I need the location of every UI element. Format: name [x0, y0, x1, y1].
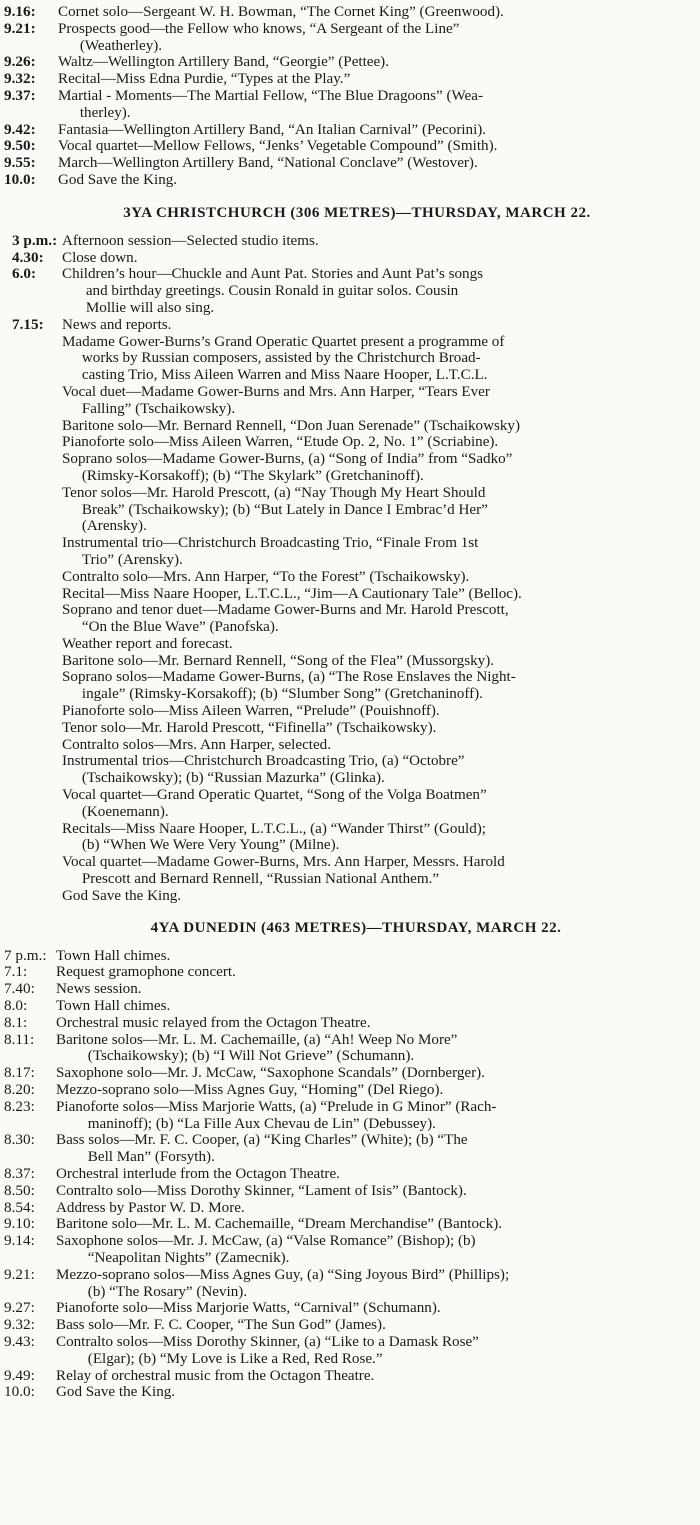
schedule-entry	[4, 1082, 700, 1099]
schedule-entry	[4, 138, 700, 155]
entry-time: 7 p.m.:	[4, 946, 47, 964]
schedule-entry	[12, 266, 700, 316]
schedule-entry	[12, 317, 700, 334]
programme-entry	[62, 653, 700, 670]
entry-text: Vocal quartet—Madame Gower-Burns, Mrs. Ann Harper, Messrs. Harold	[62, 853, 505, 871]
entry-text-continuation: “On the Blue Wave” (Panofska).	[81, 618, 279, 636]
entry-time: 8.0:	[4, 997, 28, 1015]
schedule-entry	[4, 1065, 700, 1082]
schedule-entry	[4, 1132, 700, 1166]
entry-text-continuation: Break” (Tschaikowsky); (b) “But Lately in Dance I Embrac’d Her”	[81, 500, 488, 518]
entry-text: Children’s hour—Chuckle and Aunt Pat. Stories and Aunt Pat’s songs	[62, 265, 484, 283]
entry-text: Contralto solo—Miss Dorothy Skinner, “Lament of Isis” (Bantock).	[56, 1181, 467, 1199]
entry-time: 9.10:	[4, 1215, 35, 1233]
entry-text: Instrumental trios—Christchurch Broadcasting Trio, (a) “Octobre”	[62, 752, 465, 770]
entry-text-continuation: (Tschaikowsky); (b) “Russian Mazurka” (Glinka).	[81, 769, 385, 787]
entry-text: Contralto solos—Miss Dorothy Skinner, (a) “Like to a Damask Rose”	[56, 1332, 479, 1350]
entry-time: 9.42:	[4, 120, 36, 138]
entry-time: 8.17:	[4, 1064, 35, 1082]
entry-time: 7.1:	[4, 963, 28, 981]
entry-text: Tenor solos—Mr. Harold Prescott, (a) “Nay Though My Heart Should	[62, 483, 486, 501]
entry-time: 9.37:	[4, 86, 36, 104]
entry-text: Soprano solos—Madame Gower-Burns, (a) “Song of India” from “Sadko”	[62, 450, 513, 468]
programme-entry	[62, 669, 700, 703]
schedule-entry	[4, 122, 700, 139]
entry-time: 8.23:	[4, 1097, 35, 1115]
programme-entry	[62, 737, 700, 754]
entry-text: Town Hall chimes.	[56, 997, 171, 1015]
entry-text: Baritone solo—Mr. L. M. Cachemaille, “Dream Merchandise” (Bantock).	[56, 1215, 503, 1233]
entry-text-continuation: (Rimsky-Korsakoff); (b) “The Skylark” (Gretchaninoff).	[81, 466, 424, 484]
entry-text: Prospects good—the Fellow who knows, “A Sergeant of the Line”	[58, 19, 460, 37]
schedule-entry	[4, 155, 700, 172]
entry-text: Contralto solo—Mrs. Ann Harper, “To the Forest” (Tschaikowsky).	[62, 567, 470, 585]
dunedin-heading: 4YA DUNEDIN (463 METRES)—THURSDAY, MARCH 22.	[150, 919, 562, 936]
schedule-entry	[4, 1099, 700, 1133]
entry-time: 9.50:	[4, 137, 36, 155]
programme-entry	[62, 334, 700, 384]
entry-text-continuation: (Weatherley).	[79, 36, 163, 54]
schedule-entry	[4, 1300, 700, 1317]
entry-text: Orchestral music relayed from the Octagon Theatre.	[56, 1013, 371, 1031]
schedule-entry	[4, 1166, 700, 1183]
entry-text-continuation: (Tschaikowsky); (b) “I Will Not Grieve” (Schumann).	[87, 1047, 415, 1065]
entry-time: 8.1:	[4, 1013, 28, 1031]
schedule-entry	[4, 21, 700, 55]
entry-text-continuation: ingale” (Rimsky-Korsakoff); (b) “Slumber Song” (Gretchaninoff).	[81, 685, 483, 703]
schedule-entry	[4, 948, 700, 965]
programme-entry	[62, 569, 700, 586]
entry-text: Orchestral interlude from the Octagon Theatre.	[56, 1165, 340, 1182]
schedule-entry	[4, 1368, 700, 1385]
entry-time: 9.32:	[4, 70, 36, 88]
entry-text: Mezzo-soprano solo—Miss Agnes Guy, “Homing” (Del Riego).	[56, 1081, 444, 1099]
schedule-entry	[12, 250, 700, 267]
entry-text: News session.	[56, 980, 142, 998]
entry-text-continuation: works by Russian composers, assisted by the Christchurch Broad-	[81, 349, 481, 367]
entry-text-continuation: Bell Man” (Forsyth).	[87, 1148, 215, 1166]
programme-entry	[62, 418, 700, 435]
entry-text-continuation: maninoff); (b) “La Fille Aux Chevau de Lin” (Debussey).	[87, 1114, 436, 1132]
schedule-entry	[4, 1384, 700, 1401]
entry-text-continuation: (Arensky).	[81, 517, 147, 535]
programme-entry	[62, 787, 700, 821]
entry-text: Instrumental trio—Christchurch Broadcasting Trio, “Finale From 1st	[62, 534, 479, 552]
programme-entry	[62, 854, 700, 888]
entry-time: 10.0:	[4, 1383, 35, 1401]
programme-entry	[62, 485, 700, 535]
schedule-entry	[4, 1200, 700, 1217]
entry-time: 3 p.m.:	[12, 231, 58, 249]
entry-time: 10.0:	[4, 170, 36, 188]
entry-text-continuation: Prescott and Bernard Rennell, “Russian National Anthem.”	[81, 870, 440, 888]
entry-time: 8.50:	[4, 1181, 35, 1199]
programme-entry	[62, 753, 700, 787]
schedule-entry	[4, 998, 700, 1015]
schedule-entry	[12, 233, 700, 250]
entry-text-continuation: (Koenemann).	[81, 802, 169, 820]
entry-text-continuation: Trio” (Arensky).	[81, 550, 183, 568]
entry-time: 6.0:	[12, 265, 37, 283]
programme-entry	[62, 384, 700, 418]
entry-text: Cornet solo—Sergeant W. H. Bowman, “The Cornet King” (Greenwood).	[58, 3, 504, 20]
entry-text: Baritone solo—Mr. Bernard Rennell, “Song of the Flea” (Mussorgsky).	[62, 651, 495, 669]
entry-text: Bass solos—Mr. F. C. Cooper, (a) “King Charles” (White); (b) “The	[56, 1131, 468, 1149]
entry-time: 9.32:	[4, 1316, 35, 1334]
entry-time: 9.43:	[4, 1332, 35, 1350]
entry-text: Contralto solos—Mrs. Ann Harper, selected.	[62, 735, 331, 753]
schedule-entry	[4, 964, 700, 981]
entry-text: Baritone solo—Mr. Bernard Rennell, “Don Juan Serenade” (Tschaikowsky)	[62, 416, 521, 434]
christchurch-evening-programme	[0, 334, 700, 905]
entry-time: 9.16:	[4, 3, 36, 20]
entry-text: Recitals—Miss Naare Hooper, L.T.C.L., (a) “Wander Thirst” (Gould);	[62, 819, 486, 837]
entry-text-continuation: “Neapolitan Nights” (Zamecnik).	[87, 1248, 290, 1266]
entry-text: News and reports.	[62, 315, 172, 333]
entry-text: Vocal quartet—Mellow Fellows, “Jenks’ Vegetable Compound” (Smith).	[58, 137, 498, 155]
entry-text: God Save the King.	[56, 1383, 176, 1401]
entry-text: Close down.	[62, 248, 138, 266]
entry-text: Request gramophone concert.	[56, 963, 236, 981]
entry-text: Afternoon session—Selected studio items.	[62, 231, 319, 249]
entry-time: 8.20:	[4, 1081, 35, 1099]
entry-text: Saxophone solos—Mr. J. McCaw, (a) “Valse Romance” (Bishop); (b)	[56, 1232, 476, 1250]
entry-time: 8.11:	[4, 1030, 35, 1048]
dunedin-section	[0, 919, 700, 1402]
entry-text: Recital—Miss Edna Purdie, “Types at the Play.”	[58, 70, 351, 88]
entry-text: Relay of orchestral music from the Octagon Theatre.	[56, 1366, 375, 1384]
entry-text-continuation: (Elgar); (b) “My Love is Like a Red, Red Rose.”	[87, 1349, 383, 1367]
schedule-entry	[4, 1334, 700, 1368]
entry-time: 9.26:	[4, 53, 36, 71]
entry-text: Vocal duet—Madame Gower-Burns and Mrs. Ann Harper, “Tears Ever	[62, 382, 490, 400]
entry-text: Weather report and forecast.	[62, 634, 233, 652]
entry-text: Pianoforte solos—Miss Marjorie Watts, (a) “Prelude in G Minor” (Rach-	[56, 1097, 497, 1115]
entry-time: 4.30:	[12, 248, 44, 266]
christchurch-section	[0, 204, 700, 905]
entry-text: Pianoforte solo—Miss Marjorie Watts, “Carnival” (Schumann).	[56, 1299, 441, 1317]
entry-time: 7.40:	[4, 980, 35, 998]
entry-time: 7.15:	[12, 315, 44, 333]
entry-text: Fantasia—Wellington Artillery Band, “An Italian Carnival” (Pecorini).	[58, 120, 487, 138]
entry-text: Soprano solos—Madame Gower-Burns, (a) “The Rose Enslaves the Night-	[62, 668, 516, 686]
schedule-entry	[4, 172, 700, 189]
entry-text: Pianoforte solo—Miss Aileen Warren, “Etude Op. 2, No. 1” (Scriabine).	[62, 433, 499, 451]
entry-text: Tenor solo—Mr. Harold Prescott, “Fifinella” (Tschaikowsky).	[62, 718, 437, 736]
entry-text: Waltz—Wellington Artillery Band, “Georgie” (Pettee).	[58, 53, 389, 71]
entry-text-continuation: and birthday greetings. Cousin Ronald in guitar solos. Cousin	[85, 282, 459, 300]
programme-entry	[62, 888, 700, 905]
entry-time: 9.14:	[4, 1232, 35, 1250]
entry-time: 9.21:	[4, 19, 36, 37]
entry-time: 8.37:	[4, 1165, 35, 1182]
schedule-entry	[4, 71, 700, 88]
schedule-entry	[4, 1216, 700, 1233]
programme-entry	[62, 434, 700, 451]
christchurch-schedule	[0, 222, 700, 334]
entry-text: Mezzo-soprano solos—Miss Agnes Guy, (a) “Sing Joyous Bird” (Phillips);	[56, 1265, 510, 1283]
entry-text: Madame Gower-Burns’s Grand Operatic Quartet present a programme of	[62, 332, 505, 350]
schedule-entry	[4, 1267, 700, 1301]
schedule-entry	[4, 54, 700, 71]
entry-text-continuation: Falling” (Tschaikowsky).	[81, 399, 236, 417]
programme-entry	[62, 586, 700, 603]
entry-time: 9.55:	[4, 154, 36, 172]
schedule-entry	[4, 981, 700, 998]
programme-entry	[62, 821, 700, 855]
entry-text: Town Hall chimes.	[56, 946, 171, 964]
entry-time: 9.27:	[4, 1299, 35, 1317]
programme-entry	[62, 535, 700, 569]
entry-time: 8.54:	[4, 1198, 35, 1216]
dunedin-schedule	[0, 937, 700, 1402]
entry-text: Bass solo—Mr. F. C. Cooper, “The Sun God” (James).	[56, 1316, 386, 1334]
schedule-entry	[4, 1015, 700, 1032]
schedule-entry	[4, 1317, 700, 1334]
programme-continuation-section	[0, 0, 700, 189]
schedule-entry	[4, 1233, 700, 1267]
entry-text-continuation: casting Trio, Miss Aileen Warren and Miss Naare Hooper, L.T.C.L.	[81, 366, 488, 384]
entry-text: Soprano and tenor duet—Madame Gower-Burns and Mr. Harold Prescott,	[62, 601, 509, 619]
entry-text: Pianoforte solo—Miss Aileen Warren, “Prelude” (Pouishnoff).	[62, 702, 440, 720]
entry-text: Address by Pastor W. D. More.	[56, 1198, 245, 1216]
entry-time: 9.21:	[4, 1265, 35, 1283]
schedule-entry	[4, 1183, 700, 1200]
schedule-entry	[4, 88, 700, 122]
entry-text-continuation: Mollie will also sing.	[85, 298, 215, 316]
entry-text: Martial - Moments—The Martial Fellow, “The Blue Dragoons” (Wea-	[58, 86, 483, 104]
entry-text: God Save the King.	[62, 886, 182, 904]
entry-text: Recital—Miss Naare Hooper, L.T.C.L., “Jim—A Cautionary Tale” (Belloc).	[62, 584, 522, 602]
entry-text: God Save the King.	[58, 170, 178, 188]
entry-text-continuation: therley).	[79, 103, 131, 121]
entry-text-continuation: (b) “When We Were Very Young” (Milne).	[81, 836, 340, 854]
entry-text: Baritone solos—Mr. L. M. Cachemaille, (a) “Ah! Weep No More”	[56, 1030, 458, 1048]
entry-time: 9.49:	[4, 1366, 35, 1384]
programme-entry	[62, 703, 700, 720]
entry-text: Vocal quartet—Grand Operatic Quartet, “Song of the Volga Boatmen”	[62, 786, 487, 804]
programme-entry	[62, 720, 700, 737]
entry-time: 8.30:	[4, 1131, 35, 1149]
entry-text-continuation: (b) “The Rosary” (Nevin).	[87, 1282, 248, 1300]
christchurch-heading: 3YA CHRISTCHURCH (306 METRES)—THURSDAY, MARCH 22.	[123, 204, 591, 221]
entry-text: March—Wellington Artillery Band, “National Conclave” (Westover).	[58, 154, 478, 172]
schedule-entry	[4, 1032, 700, 1066]
entry-text: Saxophone solo—Mr. J. McCaw, “Saxophone Scandals” (Dornberger).	[56, 1064, 485, 1082]
programme-entry	[62, 602, 700, 636]
programme-entry	[62, 451, 700, 485]
schedule-entry	[4, 4, 700, 21]
programme-entry	[62, 636, 700, 653]
